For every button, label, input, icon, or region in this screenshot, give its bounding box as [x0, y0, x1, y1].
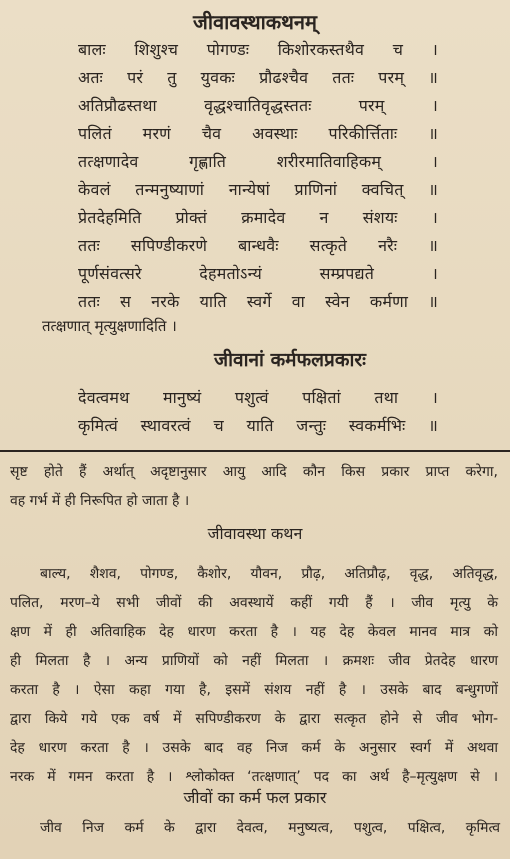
verse-line: पलितं मरणं चैव अवस्थाः परिकीर्त्तिताः ॥ [78, 124, 438, 143]
verse-line: अतः परं तु युवकः प्रौढश्चैव ततः परम् ॥ [78, 68, 438, 87]
sanskrit-verse-2 [78, 384, 438, 440]
verse-line: बालः शिशुश्च पोगण्डः किशोरकस्तथैव च । [78, 40, 438, 59]
para-line: क्षण में ही अतिवाहिक देह धारण करता है । यह देह केवल मानव मात्र को [10, 624, 498, 640]
sanskrit-verse-1 [78, 36, 438, 316]
para-line: वह गर्भ में ही निरूपित हो जाता है । [10, 493, 190, 509]
verse-line: तत्क्षणादेव गृह्णाति शरीरमातिवाहिकम् । [78, 152, 438, 171]
hindi-intro [10, 458, 498, 516]
sanskrit-heading-1: जीवावस्थाकथनम् [193, 10, 317, 34]
hindi-heading-2: जीवों का कर्म फल प्रकार [183, 788, 327, 807]
para-line: बाल्य, शैशव, पोगण्ड, कैशोर, यौवन, प्रौढ़, अतिप्रौढ़, वृद्ध, अतिवृद्ध, [40, 566, 498, 582]
verse-line: ततः सपिण्डीकरणे बान्धवैः सत्कृते नरैः ॥ [78, 236, 438, 255]
verse-line: केवलं तन्मनुष्याणां नान्येषां प्राणिनां क्वचित् ॥ [78, 180, 438, 199]
hindi-paragraph-1 [10, 560, 498, 792]
para-line: द्वारा किये गये एक वर्ष में सपिण्डीकरण के द्वारा सत्कृत होने से जीव भोग- [10, 711, 498, 727]
para-line: करता है । ऐसा कहा गया है, इसमें संशय नहीं है । उसके बाद बन्धुगणों [10, 682, 498, 698]
hindi-paragraph-2: जीव निज कर्म के द्वारा देवत्व, मनुष्यत्व, पशुत्व, पक्षित्व, कृमित्व [40, 820, 500, 836]
verse-line: पूर्णसंवत्सरे देहमतोऽन्यं सम्प्रपद्यते । [78, 264, 438, 283]
hindi-heading-1: जीवावस्था कथन [207, 524, 303, 543]
para-line: नरक में गमन करता है । श्लोकोक्त ‘तत्क्षणात्’ पद का अर्थ है–मृत्युक्षण से । [10, 769, 498, 785]
section-divider [0, 450, 510, 452]
para-line: पलित, मरण–ये सभी जीवों की अवस्थायें कहीं गयी हैं । जीव मृत्यु के [10, 595, 498, 611]
para-line: सृष्ट होते हैं अर्थात् अदृष्टानुसार आयु आदि कौन किस प्रकार प्राप्त करेगा, [10, 464, 498, 480]
sanskrit-prose: तत्क्षणात् मृत्युक्षणादिति । [42, 317, 177, 335]
sanskrit-heading-2: जीवानां कर्मफलप्रकारः [213, 349, 366, 371]
verse-line: देवत्वमथ मानुष्यं पशुत्वं पक्षितां तथा । [78, 388, 438, 407]
para-line: ही मिलता है । अन्य प्राणियों को नहीं मिलता । क्रमशः जीव प्रेतदेह धारण [10, 653, 498, 669]
verse-line: अतिप्रौढस्तथा वृद्धश्चातिवृद्धस्ततः परम् । [78, 96, 438, 115]
para-line: देह धारण करता है । उसके बाद वह निज कर्म के अनुसार स्वर्ग में अथवा [10, 740, 498, 756]
verse-line: ततः स नरके याति स्वर्गे वा स्वेन कर्मणा ॥ [78, 292, 438, 311]
verse-line: प्रेतदेहमिति प्रोक्तं क्रमादेव न संशयः । [78, 208, 438, 227]
verse-line: कृमित्वं स्थावरत्वं च याति जन्तुः स्वकर्मभिः ॥ [78, 416, 438, 435]
